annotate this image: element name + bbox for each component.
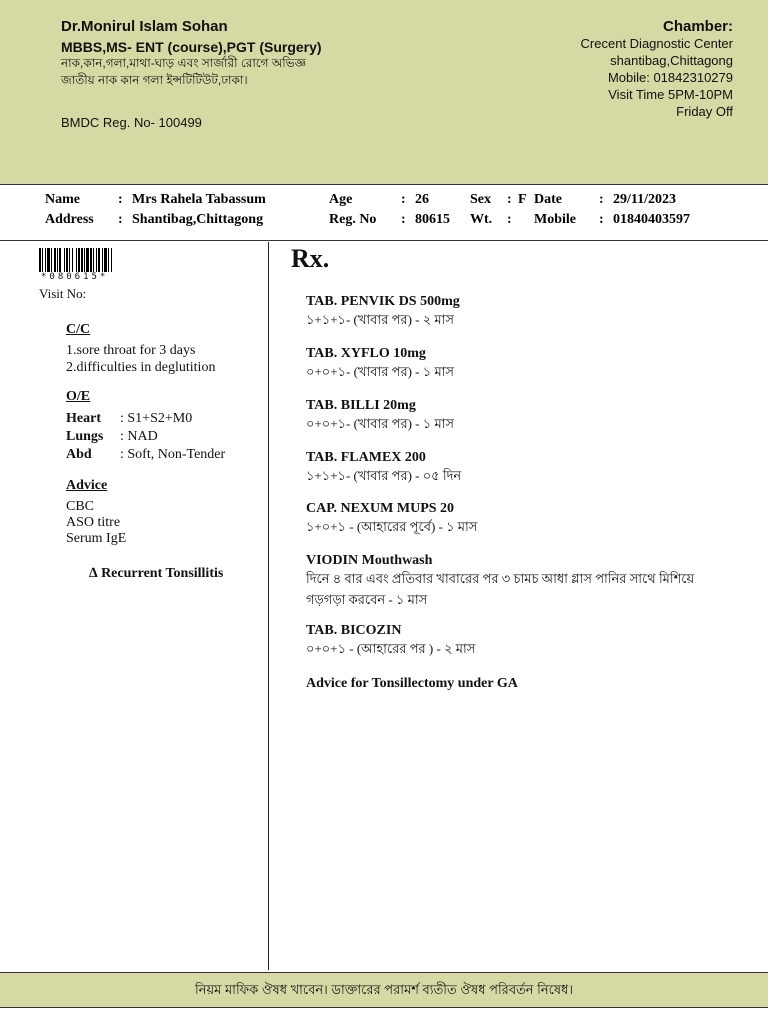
advice-item: CBC <box>66 499 95 514</box>
wt-label: Wt. <box>470 212 493 227</box>
address-label: Address <box>45 212 94 227</box>
oe-lungs-label: Lungs <box>66 429 104 444</box>
oe-abd-value: : Soft, Non-Tender <box>120 447 226 462</box>
medicine-dose: ১+১+১- (খাবার পর) - ০৫ দিন <box>306 468 462 483</box>
doctor-speciality-bn: নাক,কান,গলা,মাথা-ঘাড় এবং সার্জারী রোগে অভিজ্ঞ <box>61 56 307 70</box>
medicine-name: CAP. NEXUM MUPS 20 <box>306 501 455 516</box>
rx-label: Rx. <box>291 244 330 273</box>
sex-label: Sex <box>470 192 491 207</box>
visit-date: 29/11/2023 <box>613 192 677 207</box>
medicine-name: TAB. XYFLO 10mg <box>306 346 426 361</box>
complaint-item: 1.sore throat for 3 days <box>66 343 196 358</box>
oe-heart-label: Heart <box>66 411 101 426</box>
medicine-item <box>306 294 460 332</box>
medicine-item <box>306 346 454 384</box>
visit-no: Visit No: <box>39 286 87 301</box>
sex-colon: : <box>507 192 512 207</box>
regno-label: Reg. No <box>329 212 377 227</box>
surgery-advice: Advice for Tonsillectomy under GA <box>306 676 518 691</box>
chamber-info <box>581 18 733 120</box>
age-colon: : <box>401 192 406 207</box>
medicine-name: TAB. PENVIK DS 500mg <box>306 294 460 309</box>
doctor-degrees: MBBS,MS- ENT (course),PGT (Surgery) <box>61 39 322 55</box>
chamber-off-day: Friday Off <box>676 104 733 119</box>
oe-lungs-value: : NAD <box>120 429 158 444</box>
medicine-item <box>306 398 454 436</box>
medicine-name: TAB. BILLI 20mg <box>306 398 416 413</box>
medicine-dose: ০+০+১ - (আহারের পর ) - ২ মাস <box>306 641 476 656</box>
chief-complaints-title: C/C <box>66 322 91 337</box>
doctor-info <box>61 18 322 130</box>
doctor-institute-bn: জাতীয় নাক কান গলা ইন্সটিটিউট,ঢাকা। <box>61 73 248 87</box>
patient-sex: F <box>518 192 527 207</box>
examination-title: O/E <box>66 389 91 404</box>
oe-abd-label: Abd <box>66 447 92 462</box>
medicine-item <box>306 623 475 661</box>
date-colon: : <box>599 192 604 207</box>
advice-item: Serum IgE <box>66 531 127 546</box>
chamber-visit-time: Visit Time 5PM-10PM <box>608 87 733 102</box>
column-divider <box>268 242 269 970</box>
mobile-label: Mobile <box>534 212 576 227</box>
chamber-name: Crecent Diagnostic Center <box>580 36 733 51</box>
patient-info-bar <box>0 186 768 241</box>
advice-title: Advice <box>66 478 108 493</box>
patient-regno: 80615 <box>415 212 450 227</box>
barcode-text: *080615* <box>41 272 109 282</box>
complaint-item: 2.difficulties in deglutition <box>66 360 216 375</box>
chamber-mobile: Mobile: 01842310279 <box>607 70 733 85</box>
header-banner <box>0 0 768 185</box>
medicine-dose: ১+০+১ - (আহারের পূর্বে) - ১ মাস <box>306 519 478 534</box>
footer-banner <box>0 972 768 1008</box>
chamber-title: Chamber: <box>662 18 733 35</box>
medicine-dose: ০+০+১- (খাবার পর) - ১ মাস <box>306 364 455 379</box>
patient-name: Mrs Rahela Tabassum <box>132 192 266 207</box>
address-colon: : <box>118 212 123 227</box>
oe-heart-value: : S1+S2+M0 <box>120 411 193 426</box>
name-label: Name <box>45 192 80 207</box>
medicine-name: VIODIN Mouthwash <box>306 553 433 568</box>
medicine-dose: ১+১+১- (খাবার পর) - ২ মাস <box>306 312 455 327</box>
medicine-name: TAB. BICOZIN <box>306 623 402 638</box>
bmdc-reg-no: BMDC Reg. No- 100499 <box>61 115 202 130</box>
doctor-name: Dr.Monirul Islam Sohan <box>61 18 228 35</box>
footer-instruction: নিয়ম মাফিক ঔষধ খাবেন। ডাক্তারের পরামর্শ ব্যতীত ঔষধ পরিবর্তন নিষেধ। <box>195 982 573 997</box>
patient-mobile: 01840403597 <box>613 212 690 227</box>
patient-age: 26 <box>415 192 429 207</box>
chamber-location: shantibag,Chittagong <box>610 53 733 68</box>
medicine-name: TAB. FLAMEX 200 <box>306 450 426 465</box>
patient-address: Shantibag,Chittagong <box>132 212 264 227</box>
regno-colon: : <box>401 212 406 227</box>
medicine-dose: ০+০+১- (খাবার পর) - ১ মাস <box>306 416 455 431</box>
date-label: Date <box>534 192 562 207</box>
name-colon: : <box>118 192 123 207</box>
wt-colon: : <box>507 212 512 227</box>
advice-item: ASO titre <box>66 515 121 530</box>
age-label: Age <box>329 192 353 207</box>
medicine-dose: দিনে ৪ বার এবং প্রতিবার খাবারের পর ৩ চামচ আধা গ্লাস পানির সাথে মিশিয়ে গড়গড়া করবেন - ১ মাস <box>306 571 695 607</box>
medicine-item <box>306 553 736 612</box>
medicine-item <box>306 450 461 488</box>
mobile-colon: : <box>599 212 604 227</box>
diagnosis: ∆ Recurrent Tonsillitis <box>89 566 224 581</box>
medicine-item <box>306 501 477 539</box>
